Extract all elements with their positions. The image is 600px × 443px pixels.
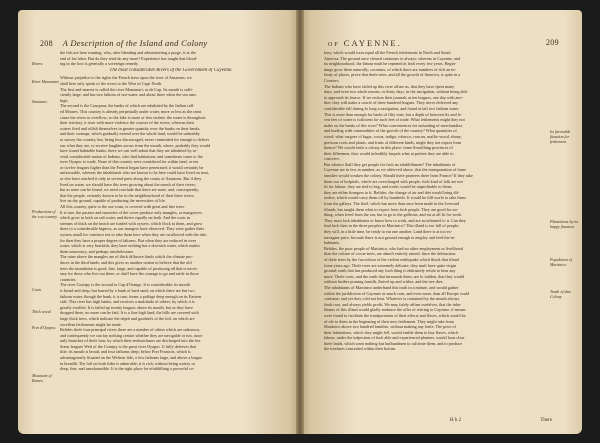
margin-note: Port d'Oyapoc. (32, 325, 57, 330)
text-line: Couriers. (324, 77, 340, 83)
text-line: for then they have a proper degree of faltness. But when they are reduced in river (60, 237, 197, 243)
margin-note: Mountain of Rames. (32, 373, 52, 383)
text-line: find fuch then in the three peoples in Martinico? This ifland is too full of people; (324, 223, 460, 229)
text-line: than the culture of cocoa-trees, are almoft entirely ruined, fince the deftruction (324, 251, 456, 257)
margin-note: Trade of that Colony. (550, 289, 571, 299)
text-line: its neighbourhood, the labour muft be repeated at leaft every few years. Begin- (324, 61, 457, 67)
right-page-header (328, 38, 559, 48)
text-line: Some leagues Weft of the Couripy is the great river Oyapoc. It fully deferves that (60, 343, 197, 349)
text-line: side. This river has high banks, and receives a multitude of others; by which it is (60, 299, 195, 305)
text-line: to survey the country, but, being less discouraged, never committed for enough to deliver (60, 136, 210, 142)
margin-note: Sinamari. (32, 99, 48, 104)
text-line: veral considerable nation of Indians, who find habitation; and sometimes come to the (60, 153, 203, 159)
text-line: orders, which would carry them off by hundreds. It would be ftill worfe to take them (324, 195, 466, 201)
text-line: fome years ago. Thefe trees are extremely delicate; they muft have quite virgin (324, 262, 457, 268)
text-line: their territory, it rises with more violence the courser of the rivers, whereas their (60, 120, 195, 126)
left-running-title: A Description of the Island and Colony (62, 38, 208, 48)
text-line: in breadth. The foil on both fides is admirable; it is rich, without being watery or (60, 360, 195, 366)
right-running-title: of CAYENNE. (328, 38, 402, 48)
text-line: there to a considerable bigness, as our mangers have observed. They were gather their (60, 226, 204, 232)
text-line: The rains above the mangles are of thick diffusive kinds which the climate pro- (60, 254, 193, 260)
text-line: that the people, certainly known to be in the neighbourhood of their these rivers, (60, 192, 195, 198)
text-line: ground; earth that has produced any fuch thing it obftinately refufe to bear any (324, 268, 456, 274)
text-line: But whence fhall they get people for fuch an eftablifhment? The inhabitants of (324, 161, 456, 167)
text-line: ed Moures. This country is already perpetually under water, more or less as the rains (60, 108, 202, 114)
text-line: thefe lands, which want nothing but hufbandmen to cultivate them, and to produce (324, 340, 463, 346)
text-line: make on the banks of this river? What conveniences for unloading of merchandize, (324, 122, 464, 128)
text-line: live on dry ground, capable of producing the necessities of life. (60, 198, 166, 204)
text-line: advantageoufly fituated on the Weftern fide, a few fathoms large, and above a league (60, 355, 203, 361)
left-page-header (40, 38, 207, 48)
right-page (300, 10, 582, 434)
right-page-text (324, 50, 550, 352)
text-line: trees the inundation is good, fine, large, and capable of producing all that is neces- (60, 265, 198, 271)
margin-note: Plantations by its happy fituation (550, 219, 578, 229)
text-line: bitants of this ifland would gladly embrace the offer of retiring to Cayenne, if means (324, 307, 466, 313)
text-line: shall here only speak of the rivers to the West of Cape North. (60, 80, 163, 86)
text-line: deep, fine, and unexhaustible. It is the right place for eftablifhing a powerful co- (60, 366, 195, 372)
text-line: they will, in a little time, be ready to eat one another. Land there is at too ex- (324, 229, 453, 234)
margin-note: River Manomari. (32, 79, 60, 84)
text-line: or twelve leagues higher than the French began have penetrated; it would certainly be (60, 164, 204, 170)
text-line: The first and nearest is called the river Manomari, or de Cap. Its mouth is suffi- (60, 86, 194, 92)
text-line: greatly swelled. It is failed up twenty leagues above its mouth, but as they have (60, 304, 193, 310)
text-line: Befides, the poor people of Martinico, who had no other employment or livelihood (324, 245, 463, 251)
margin-note: Coan. (32, 287, 42, 292)
text-line: end of his labor. But do they send do any more? Experience has taught that blood- (60, 55, 198, 61)
margin-note: Population of Martinico. (550, 257, 572, 267)
text-line: excellent fettlements might be made. (60, 321, 122, 327)
text-line: and confequently we can fay nothing certain whether they are navigable or not, since (60, 332, 203, 338)
text-line: duces in the third lands; and this gives us another notion to believe that the old (60, 259, 192, 265)
text-line: to approach its fource. If we reckon their journals at ten leagues, one day with ano- (324, 94, 463, 100)
text-line: ther, they will make a courfe of three hundred leagues. They never obferved any (324, 100, 459, 106)
text-line: their habitations, which they might fell, would enable them to buy flaves, which (324, 329, 459, 335)
text-line: nings grow there naturally; coconuts, of which there are numbers of rich an in- (324, 66, 456, 72)
text-line: oysters small for convince not to take them here when they are swallowed with the tide, (60, 232, 207, 237)
text-line: without further pruning furnifh, fhrivel up and wither, and the tree dies. (324, 279, 444, 285)
text-line: ciently large, and has two fathom of sea-water, and about three when the sea runs (60, 92, 197, 98)
text-line: America. The ground once cleared continues to always; whereas in Cayenne, and (324, 55, 461, 61)
text-line: labour, under the infpection of fuch able and experienced planters, would foon clear (324, 335, 465, 341)
text-line: have found habitable banks; there we can well admit that they are inhabited by se- (60, 148, 198, 154)
text-line: is broad and deep, but barred by a bank of hard sand, on which there are but two (60, 287, 195, 293)
text-line: fathom water, though the bank, it is true, forms a paffage deep enough on its Eastern (60, 293, 202, 299)
text-line: conceive. (324, 156, 340, 162)
text-line: sary for those who live out there, or shall have the courage to go and settle in those (60, 271, 199, 277)
text-line: ing in the foot is generally a sovereign remedy. (60, 61, 139, 67)
text-line: thence? We would fettle a colony in this place; fome flourifhing provinces of (324, 145, 453, 151)
text-line: finds root, and always yields profit. We may fafely affirm ourfelves, that the inha- (324, 301, 462, 307)
text-line: only branches of thefe four, by which their embouchures are discharged into the fea. (60, 338, 202, 344)
text-line: the fish are here wanting, who, after blending and administering a purge, is at the (60, 50, 196, 55)
text-line: and loading with commodities of the growth of the country? What quantities of (324, 128, 457, 134)
catchword: There (540, 418, 552, 423)
text-line: dropped there, no more can be faid. It is a fine high land; the hills are covered with (60, 310, 199, 316)
text-line: thing, when freed from the oar, but to go to the galleons, and rot at all fit for work. (324, 212, 462, 218)
text-line: their fifhermen, they would infenfibly furpafs what at prefent they are able to (324, 150, 454, 156)
text-line: days, and even two whole moons, or thirty days, in the navigation, without being able (324, 89, 468, 95)
text-line: river Oyapoc to trade. None of this country were considered for within land, or ten (60, 159, 199, 165)
text-line: fit for labour; they are tied to beg, and works would be unprofitable to them; (324, 184, 453, 190)
text-line: our what they are, to receive laughter across from the mouth, where, probably they would (60, 142, 211, 148)
text-line: but as none can be found, we need conclude that there are none, and, consequently, (60, 187, 200, 193)
book-gutter (296, 10, 304, 434)
text-line: within the jurifdiction of Cayenne as much corn, and even more, than all Europe could (324, 290, 470, 296)
text-line: habitants. (324, 240, 341, 246)
text-line: large thick trees, which indicate the depth and goodnefs of the foil, on which are (60, 315, 195, 321)
text-line: cause the rivers to overflow; so the lake is more or less violent: the water is throughout (60, 114, 206, 120)
text-line: were found to facilitate the tranfportation of their effects and flaves, which would be (324, 312, 466, 318)
text-line: they are either ftrangers to it. Befides, the change of air and diet would bring dif- (324, 189, 460, 195)
right-page-number: 209 (546, 38, 559, 47)
text-line: water, which is very brackish, they have nothing but a downish water, which makes (60, 243, 200, 249)
margin-note: Its favorable fituation for fettlement. (550, 129, 571, 144)
text-line: countries. (60, 276, 77, 282)
text-line: Martinico above two hundred families, without making any fenfe. The price of (324, 324, 456, 330)
text-line: The inhabitants of Martinico underftand this truth in a minute, and would gather (324, 284, 459, 290)
text-line: lony, which would foon equal all the French fettlements in North and South (324, 50, 451, 55)
text-line: They must lack inhabitants or know how to work, and are accuftomed to it. Can they (324, 217, 466, 223)
text-line: precious roots and plants, and fruits of different kinds, might they not export from (324, 139, 462, 145)
left-page-number: 208 (40, 39, 53, 48)
margin-note: Rivers. (32, 61, 44, 66)
signature-mark: H h 2 (450, 418, 462, 423)
text-line: The second is the Courpour, the banks of which are inhabited by the Indian call- (60, 103, 195, 109)
text-line: confiderable fall during fo long a navigation, and found at laft two fathom water. (324, 105, 460, 111)
margin-note: Productions of the coa country. (32, 209, 58, 219)
text-line: families would weaken the colony. Should thefe pioneers there from France? If they take (324, 173, 473, 179)
section-heading: The most considerable Rivers of the Government of Cayenne. (109, 67, 233, 73)
text-line: them unsavoury, and perhaps unwholesome. (60, 248, 135, 254)
text-line: All this country, quite to the sea-coast, is covered with great and fine trees. (60, 204, 186, 210)
text-line: title; its mouth is broad, and four fathoms deep; below Port Francois, which is (60, 349, 191, 355)
text-line: The Indians who have failed up this river affure us, that they have fpent many (324, 83, 455, 89)
text-line: streams of thick on the beach are loaded with oysters, which flock to them, and grow (60, 220, 203, 226)
margin-note: Thick wood. (32, 309, 52, 314)
text-line: This is more than enough for barks of fifty tons; but a depth of between fix and fe- (324, 111, 463, 117)
text-line: iflands, has taught them what to expect from fuch people. They are good for no- (324, 206, 459, 212)
text-line: Befides thefe four principal rivers there are a number of others which are unknown, (60, 327, 200, 333)
text-line: confume; and yet they cold not bear. Whatever is contained by the mouth always (324, 296, 460, 302)
text-line: travagant price, becaufe there is not ground enough to employ and feed the in- (324, 234, 456, 240)
open-book (18, 10, 582, 434)
text-line: and their swamps, which gradually extend over the whole land, would be unhealthy (60, 131, 201, 137)
text-line: which grow in both on salt water, and thrive equally on both. And the roots in (60, 215, 190, 221)
text-line: more. Thefe roots, and the earth that furrounds them, are fo fudden, that they would (324, 273, 465, 279)
text-line: or else have reached it only in several parts along the coasts of Amazons. But if they (60, 176, 202, 182)
text-line: wood, what cargoes of fugar, cocoa, indigo, tobacco, roucou, maffic-wood, ebony, (324, 133, 462, 139)
text-line: Without prejudice to the rights the French have upon the river of Amazons, we (60, 75, 192, 81)
text-line: of thefe trees by the fuccefsion of the violent earthquake which fhook that ifland (324, 256, 459, 262)
text-line: The river Couripy is the second to Cap d'Orange. It is considerable; its mouth (60, 282, 190, 288)
text-line: high. (60, 97, 69, 103)
text-line: waters fired and offish themselves in greater quantity over the banks on their banks, (60, 125, 201, 131)
text-line: It is true, the pasture and nurseries of the cover produce only mangles, or mangroves, (60, 209, 203, 215)
text-line: unfavorable, whereas the inhabitants who are known to be here could have lived on trust, (60, 170, 210, 176)
text-line: from the galleys. The ftuff, which has more than once been made in the Leeward (324, 201, 460, 207)
text-line: lived on water, we should have this trees growing about the marsh of their rivers; (60, 181, 196, 187)
left-page-text (60, 50, 282, 372)
text-line: Cayenne are in few in number, as we obferved above, that the transportation of fome (324, 167, 466, 173)
text-line: finity of places, prove that thefe trees, and all the growth of America, is quite in a (324, 72, 461, 78)
text-line: them out of hofpitals, which are overcharged with people, fuch kind of folk are not (324, 178, 463, 184)
text-line: the treafures concealed within their bofom. (324, 346, 397, 352)
left-page (18, 10, 300, 434)
text-line: of ufe to them in the beginning of their new fettlement. They might take from (324, 318, 454, 324)
text-line: ven feet of water is fufficient for such feet of trade. What fettlements might they not (324, 117, 465, 123)
